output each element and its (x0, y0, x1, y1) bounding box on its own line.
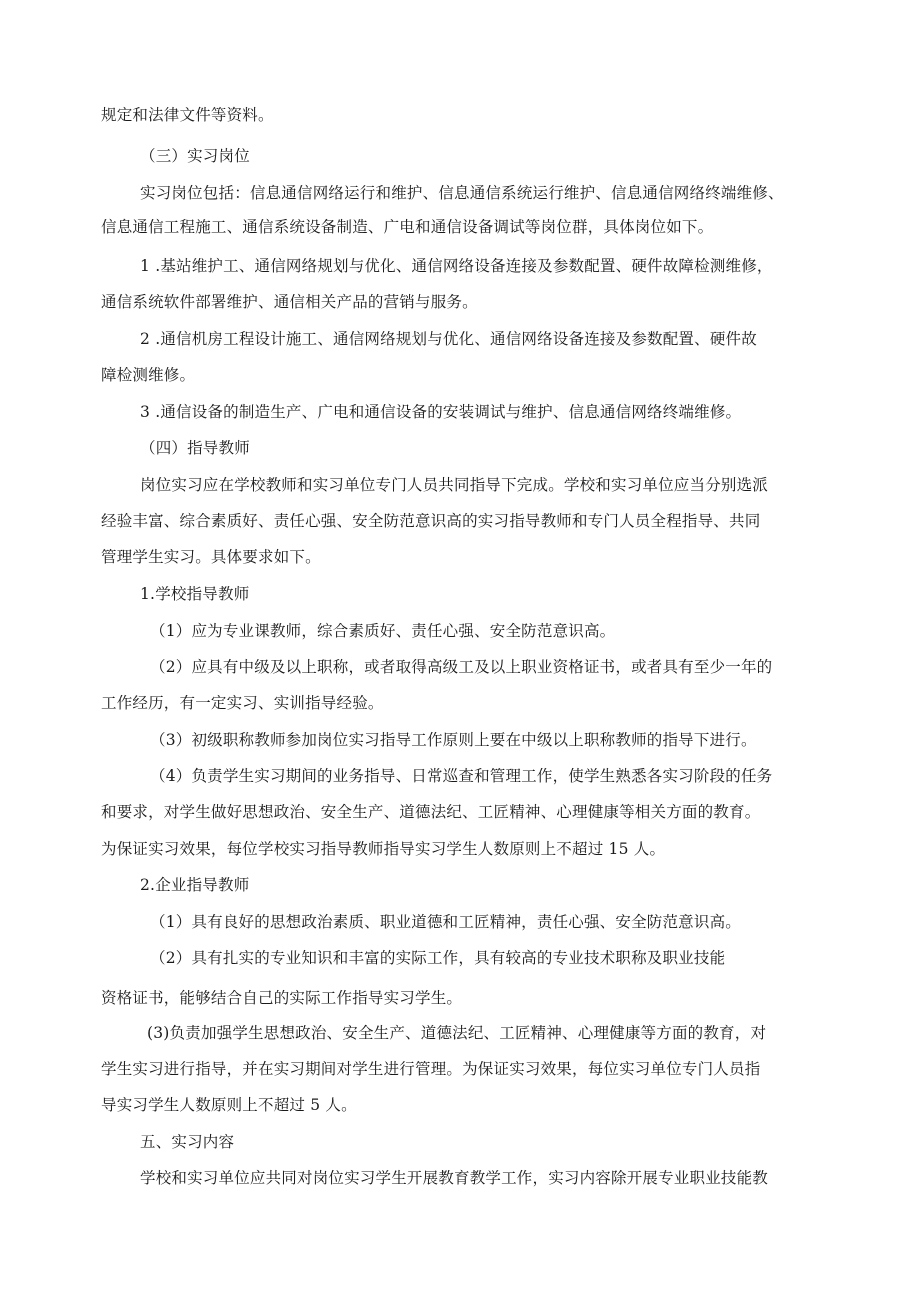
text-line: 信息通信工程施工、通信系统设备制造、广电和通信设备调试等岗位群，具体岗位如下。 (101, 218, 714, 236)
text-line: 规定和法律文件等资料。 (101, 106, 274, 124)
list-item-line: （1）具有良好的思想政治素质、职业道德和工匠精神，责任心强、安全防范意识高。 (150, 913, 741, 931)
text-line: 管理学生实习。具体要求如下。 (101, 548, 321, 566)
list-item-line: （2）具有扎实的专业知识和丰富的实际工作，具有较高的专业技术职称及职业技能 (150, 949, 726, 967)
list-item-line: 1 .基站维护工、通信网络规划与优化、通信网络设备连接及参数配置、硬件故障检测维修， (140, 257, 773, 275)
section-heading: 五、实习内容 (140, 1133, 235, 1151)
list-item-line: 2 .通信机房工程设计施工、通信网络规划与优化、通信网络设备连接及参数配置、硬件故 (140, 330, 757, 348)
list-item-line: （4）负责学生实习期间的业务指导、日常巡查和管理工作，使学生熟悉各实习阶段的任务 (150, 767, 773, 785)
list-item-line: (3)负责加强学生思想政治、安全生产、道德法纪、工匠精神、心理健康等方面的教育，对 (147, 1024, 767, 1042)
text-line: 障检测维修。 (101, 366, 196, 384)
text-line: 为保证实习效果，每位学校实习指导教师指导实习学生人数原则上不超过 15 人。 (101, 840, 666, 858)
text-line: 实习岗位包括：信息通信网络运行和维护、信息通信系统运行维护、信息通信网络终端维修、 (140, 184, 784, 202)
text-line: 岗位实习应在学校教师和实习单位专门人员共同指导下完成。学校和实习单位应当分别选派 (140, 476, 769, 494)
text-line: 资格证书，能够结合自己的实际工作指导实习学生。 (101, 989, 463, 1007)
text-line: 通信系统软件部署维护、通信相关产品的营销与服务。 (101, 293, 478, 311)
list-item-line: （3）初级职称教师参加岗位实习指导工作原则上要在中级以上职称教师的指导下进行。 (150, 731, 757, 749)
list-item-line: （1）应为专业课教师，综合素质好、责任心强、安全防范意识高。 (150, 622, 616, 640)
list-item-line: （2）应具有中级及以上职称，或者取得高级工及以上职业资格证书，或者具有至少一年的 (150, 658, 773, 676)
text-line: 学生实习进行指导，并在实习期间对学生进行管理。为保证实习效果，每位实习单位专门人员指 (101, 1060, 761, 1078)
text-line: 和要求，对学生做好思想政治、安全生产、道德法纪、工匠精神、心理健康等相关方面的教育。 (101, 803, 761, 821)
section-heading: （三）实习岗位 (140, 147, 250, 165)
text-line: 学校和实习单位应共同对岗位实习学生开展教育教学工作，实习内容除开展专业职业技能教 (140, 1169, 769, 1187)
text-line: 工作经历，有一定实习、实训指导经验。 (101, 694, 384, 712)
list-item-line: 3 .通信设备的制造生产、广电和通信设备的安装调试与维护、信息通信网络终端维修。 (140, 403, 742, 421)
section-heading: （四）指导教师 (140, 439, 250, 457)
text-line: 导实习学生人数原则上不超过 5 人。 (101, 1096, 357, 1114)
text-line: 经验丰富、综合素质好、责任心强、安全防范意识高的实习指导教师和专门人员全程指导、共同 (101, 512, 761, 530)
subsection-heading: 1.学校指导教师 (140, 585, 250, 603)
subsection-heading: 2.企业指导教师 (140, 876, 250, 894)
